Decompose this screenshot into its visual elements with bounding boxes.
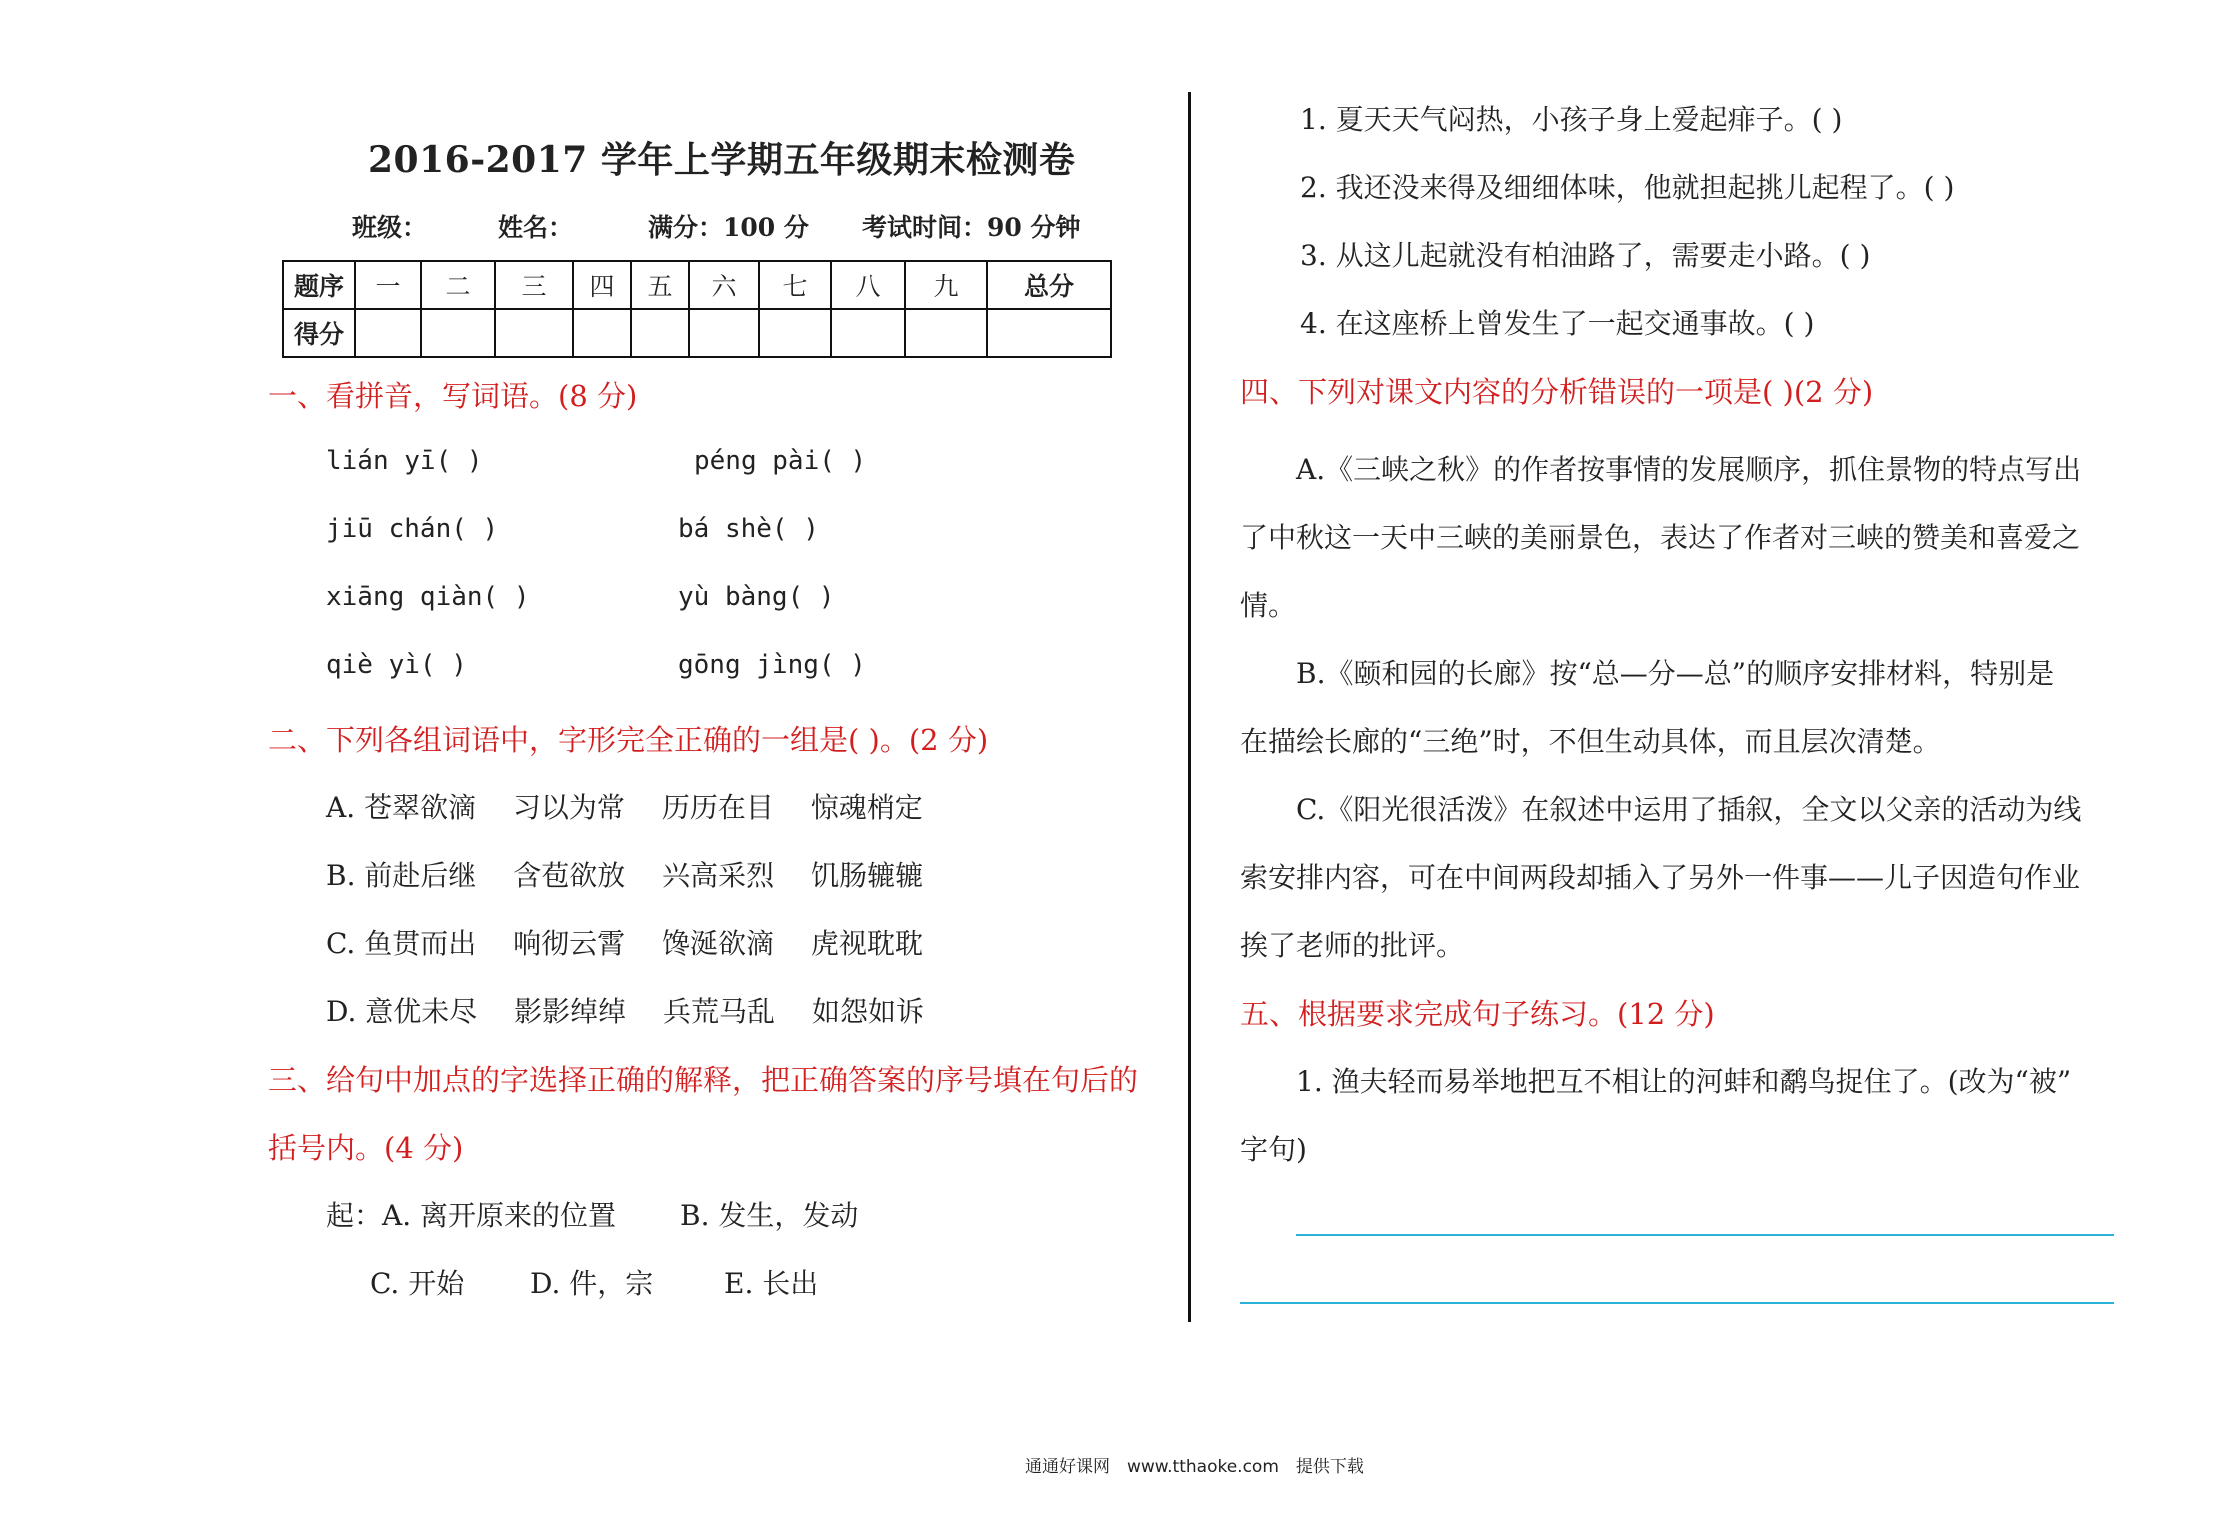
score-table-header-row — [283, 261, 1111, 309]
pinyin-item[interactable]: yù bàng( ) — [678, 582, 835, 612]
pinyin-item[interactable]: jiū chán( ) — [326, 514, 499, 544]
section4-heading: 四、下列对课文内容的分析错误的一项是( )(2 分) — [1240, 375, 1874, 409]
section3-sentence[interactable]: 2. 我还没来得及细细体味，他就担起挑儿起程了。( ) — [1300, 171, 1955, 204]
section3-heading-line1: 三、给句中加点的字选择正确的解释，把正确答案的序号填在句后的 — [268, 1063, 1139, 1097]
section1-heading: 一、看拼音，写词语。(8 分) — [268, 379, 638, 413]
pinyin-item[interactable]: bá shè( ) — [678, 514, 819, 544]
section4-option-c: C.《阳光很活泼》在叙述中运用了插叙，全文以父亲的活动为线 — [1296, 793, 2082, 826]
score-cell[interactable] — [355, 309, 421, 357]
section4-option-c-cont: 挨了老师的批评。 — [1240, 929, 1465, 962]
answer-line[interactable] — [1240, 1302, 2114, 1304]
section5-heading: 五、根据要求完成句子练习。(12 分) — [1240, 997, 1715, 1031]
definition-a: 起：A. 离开原来的位置 — [326, 1199, 617, 1232]
score-cell[interactable] — [421, 309, 495, 357]
score-cell[interactable] — [573, 309, 631, 357]
footer-credit: 通通好课网 www.tthaoke.com 提供下载 — [1025, 1457, 1364, 1477]
section3-sentence[interactable]: 3. 从这儿起就没有柏油路了，需要走小路。( ) — [1300, 239, 1871, 272]
definition-c: C. 开始 — [370, 1267, 465, 1300]
score-table-score-row — [283, 309, 1111, 357]
score-table — [282, 260, 1112, 358]
section4-option-a: A.《三峡之秋》的作者按事情的发展顺序，抓住景物的特点写出 — [1296, 453, 2082, 486]
score-cell[interactable] — [759, 309, 831, 357]
section5-question-1: 1. 渔夫轻而易举地把互不相让的河蚌和鹬鸟捉住了。(改为“被” — [1296, 1065, 2072, 1098]
score-cell[interactable] — [831, 309, 905, 357]
section5-question-1-cont: 字句) — [1240, 1133, 1307, 1166]
score-cell[interactable] — [631, 309, 689, 357]
answer-line[interactable] — [1296, 1234, 2114, 1236]
score-table-col: 七 — [759, 261, 831, 309]
score-table-col-total: 总分 — [987, 261, 1111, 309]
definition-d: D. 件，宗 — [530, 1267, 654, 1300]
section4-option-a-cont: 了中秋这一天中三峡的美丽景色，表达了作者对三峡的赞美和喜爱之 — [1240, 521, 2081, 554]
score-table-col: 三 — [495, 261, 573, 309]
page-title: 2016-2017 学年上学期五年级期末检测卷 — [368, 139, 1076, 181]
section3-sentence[interactable]: 4. 在这座桥上曾发生了一起交通事故。( ) — [1300, 307, 1815, 340]
score-cell[interactable] — [987, 309, 1111, 357]
section2-heading: 二、下列各组词语中，字形完全正确的一组是( )。(2 分) — [268, 723, 989, 757]
choice-option-d[interactable]: D. 意优未尽 影影绰绰 兵荒马乱 如怨如诉 — [326, 995, 924, 1028]
score-table-col: 九 — [905, 261, 987, 309]
right-column — [1190, 0, 2221, 1536]
pinyin-item[interactable]: lián yī( ) — [326, 446, 483, 476]
score-table-col: 五 — [631, 261, 689, 309]
choice-option-b[interactable]: B. 前赴后继 含苞欲放 兴高采烈 饥肠辘辘 — [326, 859, 924, 892]
score-table-row-label: 题序 — [283, 261, 355, 309]
pinyin-item[interactable]: qiè yì( ) — [326, 650, 467, 680]
score-table-row-label: 得分 — [283, 309, 355, 357]
score-cell[interactable] — [495, 309, 573, 357]
choice-option-a[interactable]: A. 苍翠欲滴 习以为常 历历在目 惊魂梢定 — [326, 791, 923, 824]
definition-e: E. 长出 — [724, 1267, 819, 1300]
score-table-col: 一 — [355, 261, 421, 309]
full-score-label: 满分：100 分 — [648, 213, 809, 242]
score-cell[interactable] — [905, 309, 987, 357]
section3-heading-line2: 括号内。(4 分) — [268, 1131, 464, 1165]
pinyin-item[interactable]: xiāng qiàn( ) — [326, 582, 530, 612]
exam-time-label: 考试时间：90 分钟 — [862, 213, 1081, 242]
score-table-col: 二 — [421, 261, 495, 309]
score-table-col: 八 — [831, 261, 905, 309]
section4-option-a-cont: 情。 — [1240, 589, 1297, 622]
definition-b: B. 发生，发动 — [680, 1199, 859, 1232]
section3-sentence[interactable]: 1. 夏天天气闷热，小孩子身上爱起痱子。( ) — [1300, 103, 1843, 136]
score-cell[interactable] — [689, 309, 759, 357]
choice-option-c[interactable]: C. 鱼贯而出 响彻云霄 馋涎欲滴 虎视耽耽 — [326, 927, 923, 960]
score-table-col: 六 — [689, 261, 759, 309]
name-label: 姓名： — [498, 213, 574, 242]
section4-option-c-cont: 索安排内容，可在中间两段却插入了另外一件事——儿子因造句作业 — [1240, 861, 2081, 894]
pinyin-item[interactable]: gōng jìng( ) — [678, 650, 866, 680]
section4-option-b-cont: 在描绘长廊的“三绝”时，不但生动具体，而且层次清楚。 — [1240, 725, 1941, 758]
class-label: 班级： — [352, 213, 428, 242]
pinyin-item[interactable]: péng pài( ) — [694, 446, 867, 476]
section4-option-b: B.《颐和园的长廊》按“总—分—总”的顺序安排材料，特别是 — [1296, 657, 2055, 690]
score-table-col: 四 — [573, 261, 631, 309]
